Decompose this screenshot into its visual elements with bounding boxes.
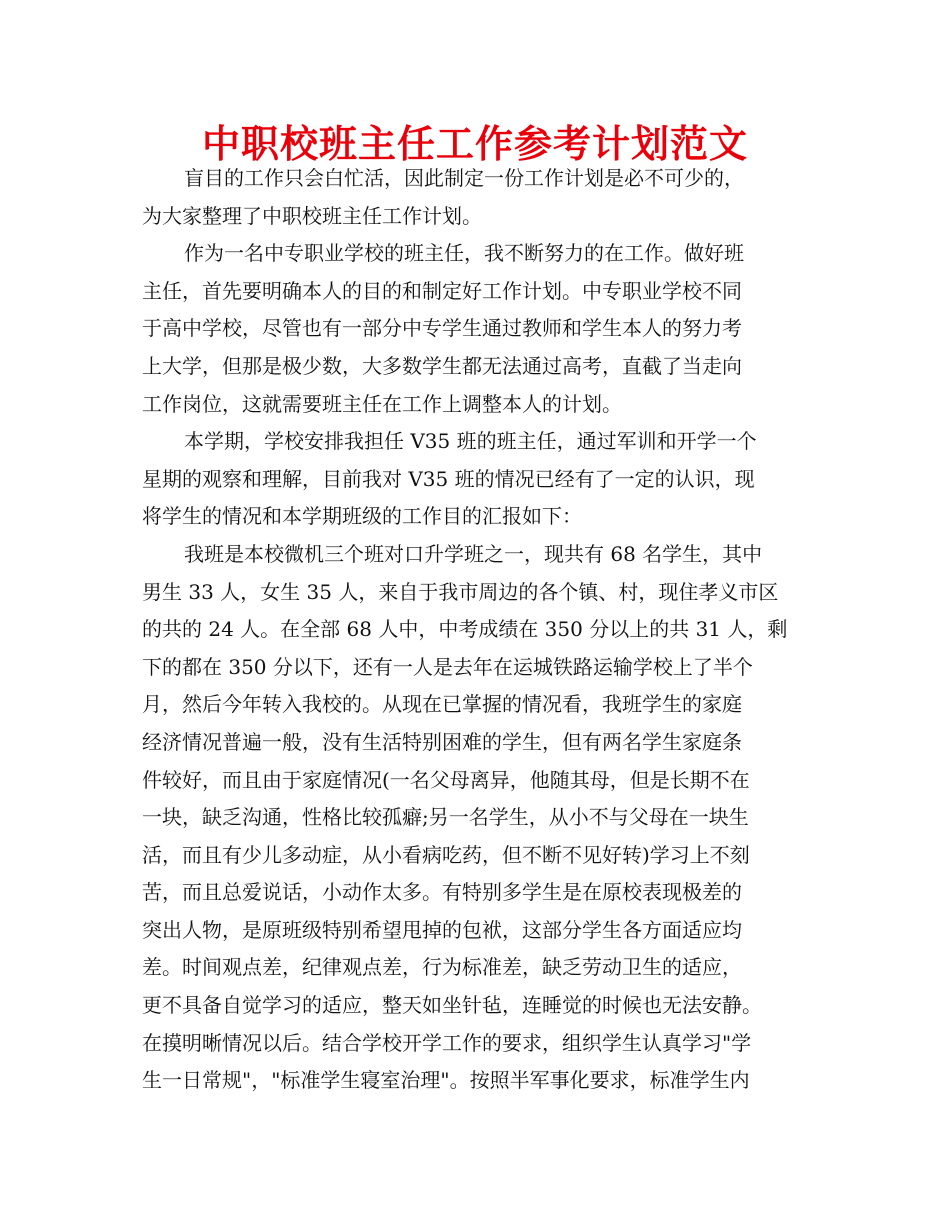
paragraph-line: 盲目的工作只会白忙活，因此制定一份工作计划是必不可少的， — [184, 166, 744, 190]
paragraph-line: 将学生的情况和本学期班级的工作目的汇报如下： — [142, 504, 582, 529]
paragraph-line: 差。时间观点差，纪律观点差，行为标准差，缺乏劳动卫生的适应， — [142, 955, 742, 980]
paragraph-line: 为大家整理了中职校班主任工作计划。 — [142, 203, 482, 228]
paragraph-line: 月，然后今年转入我校的。从现在已掌握的情况看，我班学生的家庭 — [142, 692, 742, 717]
paragraph-line: 的共的 24 人。在全部 68 人中，中考成绩在 350 分以上的共 31 人，剩 — [142, 617, 788, 642]
paragraph-line: 下的都在 350 分以下，还有一人是去年在运城铁路运输学校上了半个 — [142, 654, 753, 679]
document-body — [142, 160, 822, 1100]
paragraph-line: 生一日常规"，"标准学生寝室治理"。按照半军事化要求，标准学生内 — [142, 1068, 750, 1093]
paragraph-line: 突出人物，是原班级特别希望甩掉的包袱，这部分学生各方面适应均 — [142, 917, 742, 942]
paragraph-line: 主任，首先要明确本人的目的和制定好工作计划。中专职业学校不同 — [142, 278, 742, 303]
paragraph-line: 本学期，学校安排我担任 V35 班的班主任，通过军训和开学一个 — [184, 429, 757, 454]
paragraph-line: 经济情况普遍一般，没有生活特别困难的学生，但有两名学生家庭条 — [142, 729, 742, 754]
paragraph-line: 在摸明晰情况以后。结合学校开学工作的要求，组织学生认真学习"学 — [142, 1030, 752, 1055]
paragraph-line: 一块，缺乏沟通，性格比较孤癖;另一名学生，从小不与父母在一块生 — [142, 805, 749, 830]
paragraph-line: 工作岗位，这就需要班主任在工作上调整本人的计划。 — [142, 391, 622, 416]
paragraph-line: 于高中学校，尽管也有一部分中专学生通过教师和学生本人的努力考 — [142, 316, 742, 341]
paragraph-line: 活，而且有少儿多动症，从小看病吃药，但不断不见好转)学习上不刻 — [142, 842, 750, 867]
paragraph-line: 苦，而且总爱说话，小动作太多。有特别多学生是在原校表现极差的 — [142, 880, 742, 905]
paragraph-line: 男生 33 人，女生 35 人，来自于我市周边的各个镇、村，现住孝义市区 — [142, 579, 779, 604]
paragraph-line: 件较好，而且由于家庭情况(一名父母离异，他随其母，但是长期不在 — [142, 767, 750, 792]
paragraph-line: 更不具备自觉学习的适应，整天如坐针毡，连睡觉的时候也无法安静。 — [142, 993, 762, 1018]
paragraph-line: 上大学，但那是极少数，大多数学生都无法通过高考，直截了当走向 — [142, 353, 742, 378]
paragraph-line: 星期的观察和理解，目前我对 V35 班的情况已经有了一定的认识，现 — [142, 466, 755, 491]
document-title: 中职校班主任工作参考计划范文 — [201, 122, 748, 166]
paragraph-line: 作为一名中专职业学校的班主任，我不断努力的在工作。做好班 — [184, 241, 744, 266]
paragraph-line: 我班是本校微机三个班对口升学班之一，现共有 68 名学生，其中 — [184, 541, 763, 566]
